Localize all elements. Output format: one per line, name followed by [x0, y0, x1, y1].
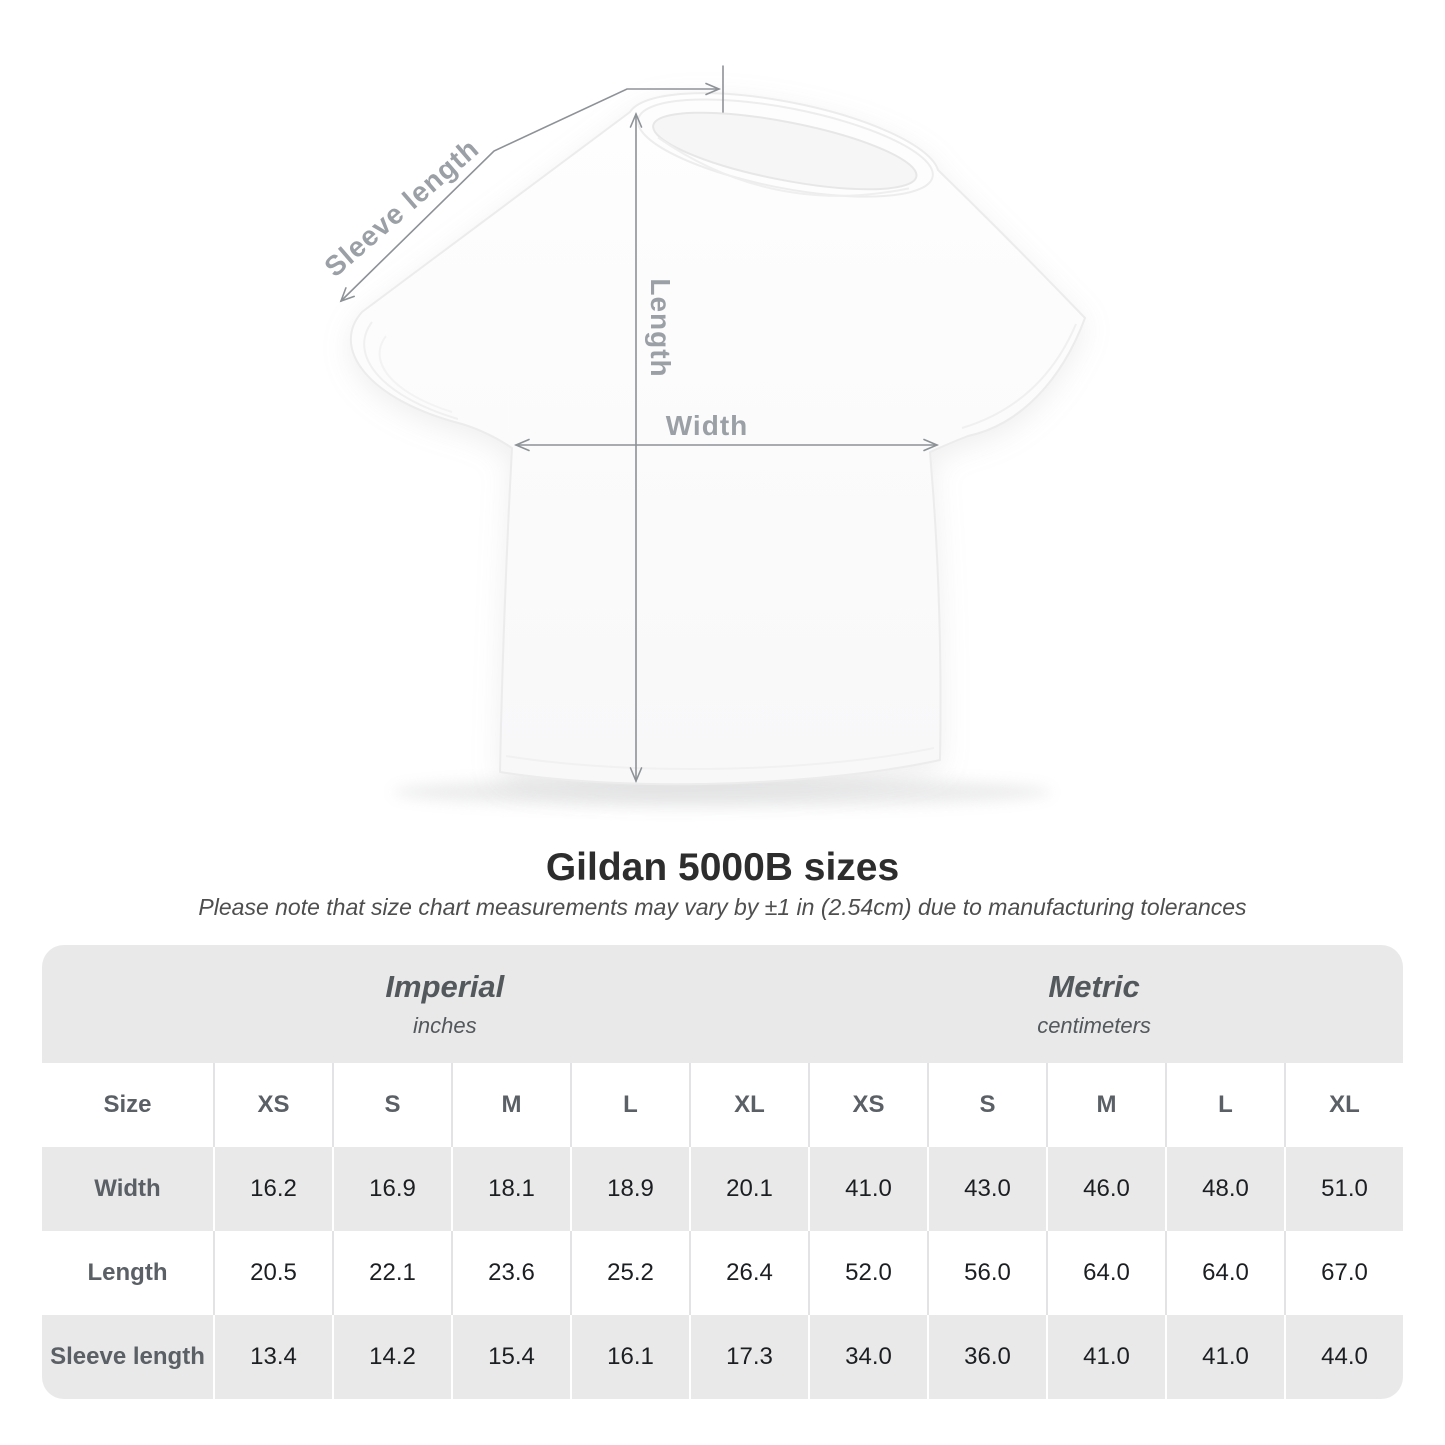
cell-length-metric-m: 64.0: [1046, 1231, 1165, 1315]
cell-sleeve-metric-xs: 34.0: [808, 1315, 927, 1399]
cell-sleeve-imperial-xl: 17.3: [689, 1315, 808, 1399]
col-header-imperial-l: L: [570, 1063, 689, 1147]
table-row-width: [42, 1147, 1403, 1231]
cell-sleeve-imperial-l: 16.1: [570, 1315, 689, 1399]
cell-width-metric-m: 46.0: [1046, 1147, 1165, 1231]
row-label-length: Length: [87, 1259, 168, 1286]
size-table: [42, 945, 1403, 1399]
length-label: Length: [645, 278, 676, 378]
col-header-metric-xl: XL: [1284, 1063, 1403, 1147]
col-header-imperial-m: M: [451, 1063, 570, 1147]
cell-sleeve-metric-m: 41.0: [1046, 1315, 1165, 1399]
cell-length-imperial-s: 22.1: [332, 1231, 451, 1315]
tolerance-note: Please note that size chart measurements may vary by ±1 in (2.54cm) due to manufacturing tolerances: [198, 894, 1247, 920]
col-header-metric-l: L: [1165, 1063, 1284, 1147]
row-label-sleeve-length: Sleeve length: [50, 1343, 205, 1370]
cell-sleeve-metric-xl: 44.0: [1284, 1315, 1403, 1399]
col-header-imperial-xs: XS: [213, 1063, 332, 1147]
cell-length-imperial-xl: 26.4: [689, 1231, 808, 1315]
unit-band: [42, 945, 1403, 1063]
unit-group-metric: [1037, 969, 1151, 1039]
row-label-width: Width: [94, 1175, 161, 1202]
width-label: Width: [665, 410, 749, 441]
cell-width-metric-s: 43.0: [927, 1147, 1046, 1231]
table-row-sleeve-length: [42, 1315, 1403, 1399]
cell-width-metric-l: 48.0: [1165, 1147, 1284, 1231]
cell-width-imperial-m: 18.1: [451, 1147, 570, 1231]
cell-sleeve-metric-l: 41.0: [1165, 1315, 1284, 1399]
cell-length-imperial-m: 23.6: [451, 1231, 570, 1315]
cell-length-metric-xs: 52.0: [808, 1231, 927, 1315]
col-header-imperial-s: S: [332, 1063, 451, 1147]
size-col-header: Size: [103, 1091, 152, 1118]
metric-unit: centimeters: [1037, 1013, 1151, 1038]
cell-length-metric-l: 64.0: [1165, 1231, 1284, 1315]
cell-length-metric-xl: 67.0: [1284, 1231, 1403, 1315]
cell-width-metric-xs: 41.0: [808, 1147, 927, 1231]
col-header-imperial-xl: XL: [689, 1063, 808, 1147]
cell-width-imperial-xl: 20.1: [689, 1147, 808, 1231]
col-header-metric-s: S: [927, 1063, 1046, 1147]
metric-label: Metric: [1048, 969, 1140, 1004]
cell-sleeve-imperial-m: 15.4: [451, 1315, 570, 1399]
cell-sleeve-imperial-s: 14.2: [332, 1315, 451, 1399]
cell-sleeve-imperial-xs: 13.4: [213, 1315, 332, 1399]
sleeve-length-label: Sleeve length: [318, 132, 485, 283]
page-title: Gildan 5000B sizes: [545, 846, 900, 889]
size-header-row: [42, 1063, 1403, 1147]
imperial-unit: inches: [413, 1013, 477, 1038]
imperial-label: Imperial: [385, 969, 505, 1004]
cell-width-imperial-l: 18.9: [570, 1147, 689, 1231]
cell-length-imperial-xs: 20.5: [213, 1231, 332, 1315]
table-row-length: [42, 1231, 1403, 1315]
cell-width-imperial-xs: 16.2: [213, 1147, 332, 1231]
unit-group-imperial: [385, 969, 504, 1039]
col-header-metric-m: M: [1046, 1063, 1165, 1147]
cell-width-imperial-s: 16.9: [332, 1147, 451, 1231]
cell-length-metric-s: 56.0: [927, 1231, 1046, 1315]
cell-sleeve-metric-s: 36.0: [927, 1315, 1046, 1399]
cell-length-imperial-l: 25.2: [570, 1231, 689, 1315]
col-header-metric-xs: XS: [808, 1063, 927, 1147]
cell-width-metric-xl: 51.0: [1284, 1147, 1403, 1231]
